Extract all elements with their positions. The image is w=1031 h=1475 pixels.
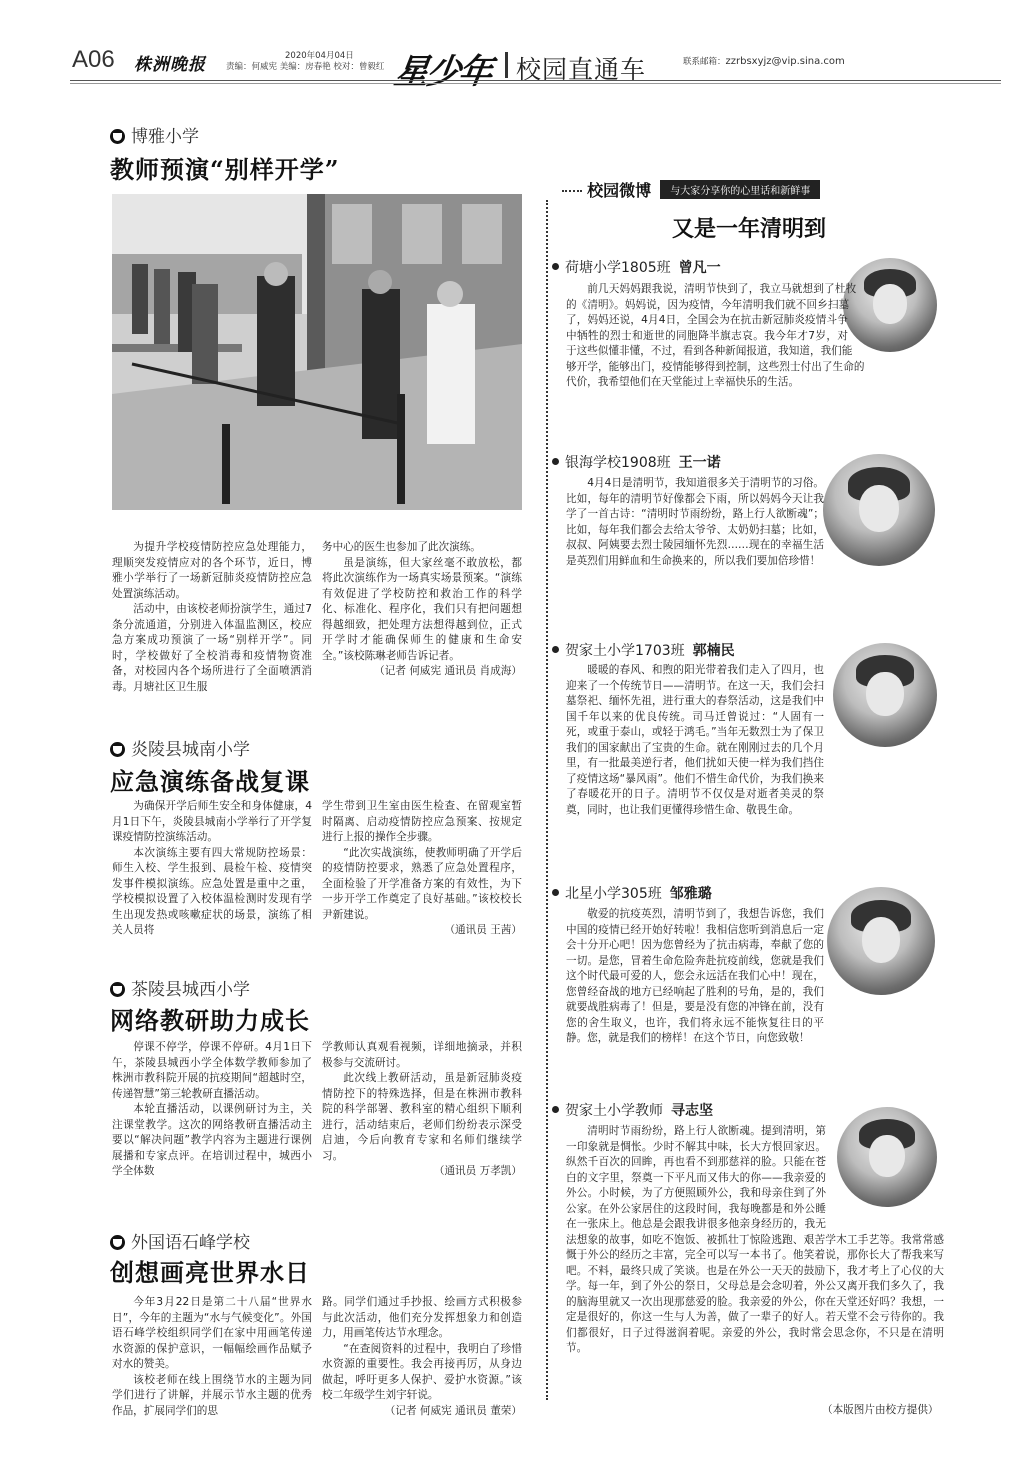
byline: （记者 何威宪 通讯员 董荣） (384, 1404, 522, 1417)
entry-name: 寻志坚 (671, 1103, 713, 1119)
school-name: 茶陵县城西小学 (131, 980, 250, 1000)
contact-label: 联系邮箱： (683, 57, 726, 67)
entry-author (552, 640, 735, 660)
wrap-space (844, 282, 944, 366)
byline: （通讯员 王茜） (444, 924, 522, 936)
section-divider (505, 52, 508, 78)
entry-text (566, 1124, 944, 1357)
badge-icon (110, 982, 125, 997)
entry-author (552, 883, 712, 903)
paragraph: 虽是演练，但大家丝毫不敢放松，都将此次演练作为一场真实场景预案。“演练有效促进了学校防控和救治工作的科学化、标准化、程序化，我们只有把问题想得越细致，把处理方法想得越到位，正式开学时才能确保师生的健康和生命安全。”该校陈琳老师告诉记者。 (322, 556, 522, 662)
entry-name: 王一诺 (678, 455, 721, 471)
weibo-header (562, 178, 820, 198)
photo-credit: （本版图片由校方提供） (822, 1404, 939, 1416)
article-title: 创想画亮世界水日 (110, 1258, 310, 1287)
bullet-icon (552, 458, 559, 465)
paragraph: 本轮直播活动，以课例研讨为主，关注课堂教学。这次的网络教研直播活动主要以“解决问题”教学内容为主题进行课例展播和专家点评。在培训过程中，城西小学全体数 (112, 1103, 312, 1177)
school-label (110, 122, 199, 147)
paragraph: 务中心的医生也参加了此次演练。 (322, 541, 481, 553)
wrap-space (826, 1124, 944, 1232)
school-label (110, 1228, 250, 1253)
article-col1 (112, 799, 312, 939)
entry-text (566, 663, 944, 818)
article-title: 教师预演“别样开学” (110, 155, 340, 184)
byline: （记者 何威宪 通讯员 肖成海） (374, 665, 522, 677)
paragraph: 路。同学们通过手抄报、绘画方式积极参与此次活动，他们充分发挥想象力和创造力，用画笔传达节水理念。 (322, 1296, 522, 1339)
header-rule-thin (70, 83, 1001, 84)
paragraph: 为提升学校疫情防控应急处理能力，理顺突发疫情应对的各个环节，近日，博雅小学举行了一场新冠肺炎疫情防控应急处置演练活动。 (112, 541, 312, 600)
article-col2 (322, 799, 522, 939)
paragraph: 敬爱的抗疫英烈，清明节到了，我想告诉您，我们中国的疫情已经开始好转啦！我相信您听到消息后一定会十分开心吧！因为您曾经为了抗击病毒，奉献了您的一切。是您，冒着生命危险奔赴抗疫前线，您就是我们这个时代最可爱的人，您会永远活在我们心中！现在，您曾经奋战的地方已经响起了胜利的号角，是的，我们就要战胜病毒了！但是，要是没有您的冲锋在前，没有您的舍生取义，也许，我们将永远不能恢复往日的平静。您，就是我们的榜样！在这个节日，向您致敬！ (566, 908, 824, 1044)
badge-icon (110, 742, 125, 757)
badge-icon (110, 1235, 125, 1250)
entry-text (566, 907, 944, 1047)
wrap-space (824, 907, 944, 1027)
paragraph: 学生带到卫生室由医生检查、在留观室暂时隔离、启动疫情防控应急预案、按规定进行上报的操作全步骤。 (322, 800, 522, 843)
contact-email[interactable]: zzrbsxyjz@vip.sina.com (725, 56, 845, 67)
wrap-space (824, 663, 944, 813)
paragraph: 前几天妈妈跟我说，清明节快到了，我立马就想到了杜牧的《清明》。妈妈说，因为疫情，今年清明我们就不回乡扫墓了，妈妈还说，4月4日，全国会为在抗击新冠肺炎疫情斗争中牺牲的烈士和逝世的同胞降半旗志哀。我今年才7岁，对于这些似懂非懂，不过，看到各种新闻报道，我知道，我们能够开学，能够出门，疫情能够得到控制，这些烈士付出了生命的代价，我希望他们在天堂能过上幸福快乐的生活。 (566, 283, 865, 388)
article-title: 网络教研助力成长 (110, 1006, 310, 1035)
entry-author (552, 452, 721, 472)
article-col1 (112, 540, 312, 695)
paragraph: 今年3月22日是第二十八届“世界水日”，今年的主题为“水与气候变化”。外国语石峰学校组织同学们在家中用画笔传递水资源的保护意识，一幅幅绘画作品赋予对水的赞美。 (112, 1296, 312, 1370)
weibo-tagline: 与大家分享你的心里话和新鲜事 (660, 180, 820, 199)
drill-photo-illustration (112, 194, 522, 510)
entry-text (566, 476, 944, 576)
column-logo: 星少年 (391, 52, 494, 92)
weibo-label: 校园微博 (587, 181, 652, 200)
paragraph: 清明时节雨纷纷，路上行人欲断魂。提到清明，第一印象就是惆怅。少时不解其中味，长大方恨回家迟。纵然千百次的回眸，再也看不到那慈祥的脸。只能在苍白的文字里，祭奠一下平凡而又伟大的你——我亲爱的外公。小时候，为了方便照顾外公，我和母亲住到了外公家。在外公家居住的这段时间，我每晚都是和外公睡在一张床上。他总是会跟我讲很多他亲身经历的，我无法想象的故事，如吃不饱饭、被抓壮丁惊险逃跑、艰苦学木工手艺等。我常常感慨于外公的经历之丰富，完全可以写一本书了。他笑着说，那你长大了帮我来写吧。不料，最终只成了笑谈。也是在外公一天天的鼓励下，我才考上了心仪的大学。每一年，到了外公的祭日，父母总是会念叨着，外公又离开我们多久了，我的脑海里就又一次出现那慈爱的脸。我亲爱的外公，你在天堂还好吗？我想，一定是很好的，你这一生与人为善，做了一辈子的好人。若天堂不会亏待你的。我们都很好，日子过得滋润着呢。亲爱的外公，我时常会思念你，不只是在清明节。 (566, 1125, 944, 1354)
article-title: 应急演练备战复课 (110, 767, 310, 796)
bullet-icon (552, 646, 559, 653)
byline: （通讯员 万孝凯） (433, 1165, 522, 1177)
paragraph: 4月4日是清明节，我知道很多关于清明节的习俗。比如，每年的清明节好像都会下雨，所以妈妈今天让我学了一首古诗：“清明时节雨纷纷，路上行人欲断魂”；比如，每年我们都会去给太爷爷、太奶奶扫墓；比如，叔叔、阿姨要去烈士陵园缅怀先烈……现在的幸福生活是英烈们用鲜血和生命换来的，所以我们要加倍珍惜！ (566, 477, 824, 567)
contact (683, 55, 845, 67)
school-label (110, 735, 250, 760)
paragraph: 为确保开学后师生安全和身体健康，4月1日下午，炎陵县城南小学举行了开学复课疫情防控演练活动。 (112, 800, 312, 843)
page-number: A06 (72, 46, 115, 73)
entry-name: 邹雅璐 (669, 886, 712, 902)
paragraph: 活动中，由该校老师扮演学生，通过7条分流通道，分别进入体温监测区，校应急方案成功预演了一场“别样开学”。同时，学校做好了全校消毒和疫情物资准备，对校园内各个场所进行了全面喷洒消毒。月塘社区卫生服 (112, 603, 312, 693)
paragraph: 此次线上教研活动，虽是新冠肺炎疫情防控下的特殊选择，但是在株洲市教科院的科学部署、教科室的精心组织下顺利进行，活动结束后，老师们纷纷表示深受启迪，今后向教育专家和名师们继续学习。 (322, 1072, 522, 1162)
paper-logo: 株洲晚报 (134, 55, 206, 75)
article-col2 (322, 1040, 522, 1180)
entry-school: 荷塘小学1805班 (565, 260, 671, 276)
entry-school: 银海学校1908班 (565, 455, 671, 471)
entry-school: 北星小学305班 (565, 886, 662, 902)
article-col1 (112, 1295, 312, 1419)
dotted-timeline (546, 200, 548, 1400)
bullet-icon (552, 263, 559, 270)
paragraph: 停课不停学，停课不停研。4月1日下午，茶陵县城西小学全体数学教师参加了株洲市教科院开展的抗疫期间“超越时空，传递智慧”第三轮教研直播活动。 (112, 1041, 312, 1100)
paragraph: 该校老师在线上围绕节水的主题为同学们进行了讲解，并展示节水主题的优秀作品，扩展同学们的思 (112, 1373, 312, 1417)
paragraph: “此次实战演练，使教师明确了开学后的疫情防控要求，熟悉了应急处置程序，全面检验了开学准备方案的有效性，为下一步开学工作奠定了良好基础。”该校校长尹新建说。 (322, 846, 522, 921)
article-col2 (322, 540, 522, 680)
wrap-space (824, 476, 944, 576)
bullet-icon (552, 889, 559, 896)
school-name: 外国语石峰学校 (131, 1233, 250, 1253)
article-col2 (322, 1295, 522, 1419)
paragraph: 暖暖的春风、和煦的阳光带着我们走入了四月，也迎来了一个传统节日——清明节。在这一天，我们会扫墓祭祀、缅怀先祖，进行重大的春祭活动，这是我们中国千年以来的优良传统。司马迁曾说过：“人固有一死，或重于泰山，或轻于鸿毛。”当年无数烈士为了保卫我们的国家献出了宝贵的生命。就在刚刚过去的几个月里，有一批最美逆行者，他们扰如天使一样为我们挡住了疫情这场“暴风雨”。他们不惜生命代价，为我们换来了春暖花开的日子。清明节不仅仅是对逝者美灵的祭奠，同时，也让我们更懂得珍惜生命、敬畏生命。 (566, 664, 824, 816)
weibo-title: 又是一年清明到 (672, 216, 827, 242)
issue-date: 2020年04月04日 (285, 51, 354, 61)
entry-author (552, 257, 721, 277)
entry-author (552, 1100, 713, 1120)
entry-text (566, 282, 944, 391)
school-name: 炎陵县城南小学 (131, 740, 250, 760)
entry-name: 曾凡一 (678, 260, 721, 276)
article-col1 (112, 1040, 312, 1180)
bullet-icon (552, 1106, 559, 1113)
paragraph: 本次演练主要有四大常规防控场景：师生入校、学生报到、晨检午检、疫情突发事件模拟演练。应急处置是重中之重，学校模拟设置了入校体温检测时发现有学生出现发热或咳嗽症状的场景，演练了相关人员将 (112, 846, 312, 936)
staff-credits: 责编：何威宪 美编：房春艳 校对：曾毅红 (226, 62, 385, 72)
badge-icon (110, 129, 125, 144)
dotted-lead (562, 190, 582, 192)
section-title: 校园直通车 (516, 55, 647, 84)
header-rule (70, 80, 1001, 81)
paragraph: “在查阅资料的过程中，我明白了珍惜水资源的重要性。我会再接再厉，从身边做起，呼吁更多人保护、爱护水资源。”该校二年级学生刘宇轩说。 (322, 1342, 522, 1401)
photo-drill (112, 194, 522, 510)
entry-name: 郭楠民 (692, 643, 735, 659)
paragraph: 学教师认真观看视频，详细地摘录，并积极参与交流研讨。 (322, 1041, 522, 1069)
school-label (110, 975, 250, 1000)
school-name: 博雅小学 (131, 127, 199, 147)
entry-school: 贺家土小学教师 (565, 1103, 663, 1119)
entry-school: 贺家土小学1703班 (565, 643, 685, 659)
